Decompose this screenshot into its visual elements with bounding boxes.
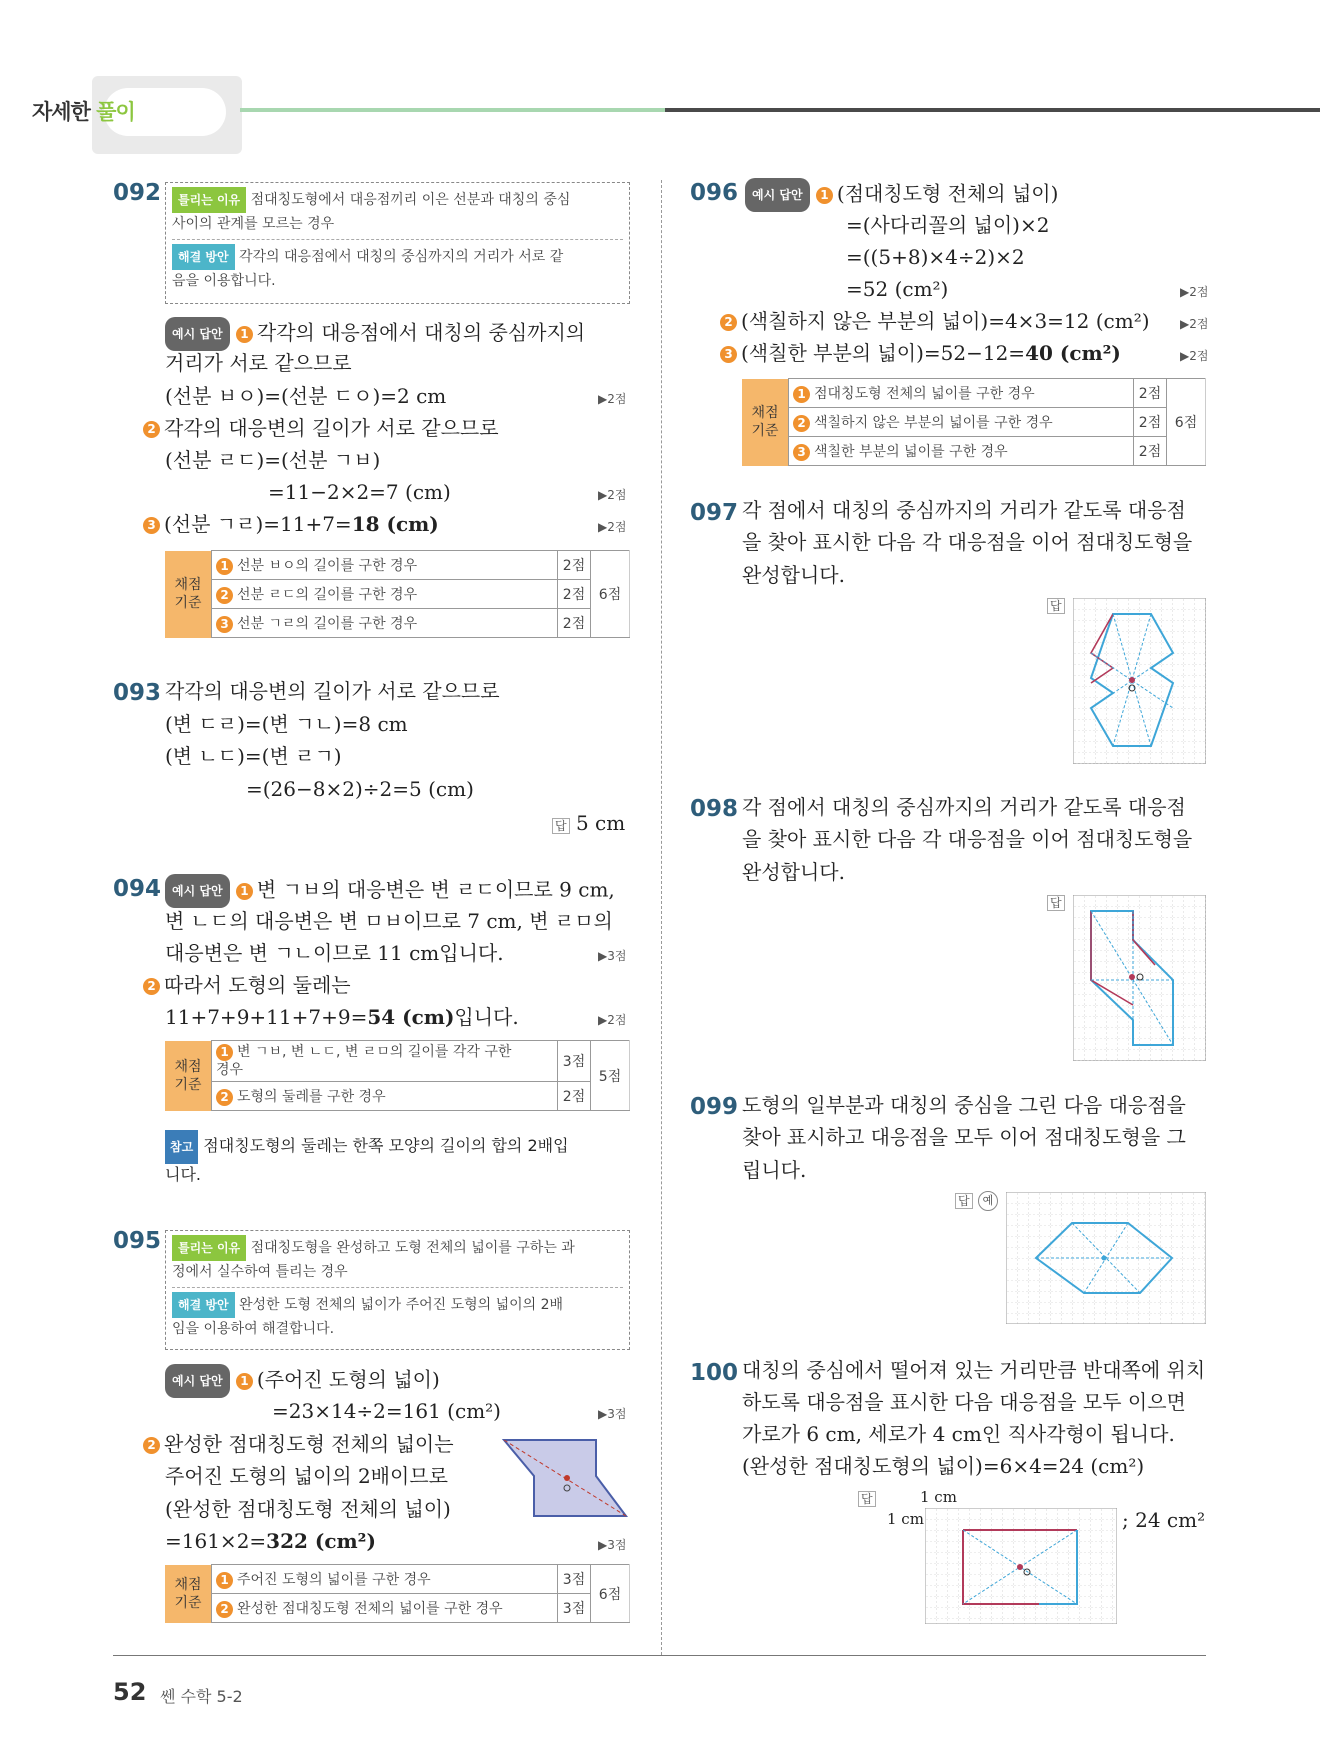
header-rule-green (240, 108, 665, 112)
grading-points: 2점 (558, 551, 591, 580)
solution-line: =52 (cm²) (846, 277, 949, 301)
solution-line: 하도록 대응점을 표시한 다음 대응점을 모두 이으면 (742, 1390, 1186, 1414)
unit-label-left: 1 cm (887, 1510, 924, 1528)
points-label: ▶2점 (598, 520, 627, 534)
grading-label: 채점 기준 (165, 551, 212, 638)
grading-table: 채점 기준 1 선분 ㅂㅇ의 길이를 구한 경우 2점 6점 2 선분 ㄹㄷ의 길이를 구한 경우 2점 3 선분 ㄱㄹ의 길이를 구한 경우 2점 (165, 550, 630, 638)
question-number: 098 (690, 796, 739, 822)
grading-total: 6점 (591, 551, 630, 638)
answer-line: ; 24 cm² (1122, 1508, 1206, 1532)
question-number: 092 (113, 180, 162, 206)
header-title: 자세한 풀이 (32, 100, 135, 124)
question-number: 097 (690, 500, 739, 526)
wrong-reason-tag: 틀리는 이유 (172, 187, 246, 213)
hint-box (165, 182, 630, 304)
solution-line: 변 ㄴㄷ의 대응변은 변 ㅁㅂ이므로 7 cm, 변 ㄹㅁ의 (165, 909, 613, 933)
solution-line: 예시 답안 1 각각의 대응점에서 대칭의 중심까지의 (165, 317, 585, 351)
column-divider (661, 180, 662, 1655)
solution-line: 주어진 도형의 넓이의 2배이므로 (165, 1464, 448, 1488)
question-number: 095 (113, 1228, 162, 1254)
solution-line: 을 찾아 표시한 다음 각 대응점을 이어 점대칭도형을 (742, 530, 1193, 554)
points-label: ▶3점 (598, 1407, 627, 1421)
solution-line: (완성한 점대칭도형의 넓이)=6×4=24 (cm²) (742, 1454, 1145, 1478)
solution-line: 대칭의 중심에서 떨어져 있는 거리만큼 반대쪽에 위치 (742, 1358, 1206, 1382)
solution-line: 3 (색칠한 부분의 넓이)=52−12=40 (cm²) (720, 338, 1121, 368)
solution-line: 가로가 6 cm, 세로가 4 cm인 직사각형이 됩니다. (742, 1422, 1175, 1446)
solution-line: 각 점에서 대칭의 중심까지의 거리가 같도록 대응점 (742, 498, 1186, 522)
points-label: ▶2점 (598, 488, 627, 502)
answer-mark: 답 (1047, 598, 1065, 614)
solution-line: 을 찾아 표시한 다음 각 대응점을 이어 점대칭도형을 (742, 827, 1193, 851)
solution-line: 도형의 일부분과 대칭의 중심을 그린 다음 대응점을 (742, 1093, 1186, 1117)
hint-text: 점대칭도형에서 대응점끼리 이은 선분과 대칭의 중심 (250, 192, 571, 208)
solution-line: =23×14÷2=161 (cm²) (272, 1399, 501, 1423)
solution-tag: 해결 방안 (172, 244, 235, 270)
solution-line: 립니다. (742, 1158, 807, 1182)
points-label: ▶2점 (1180, 317, 1209, 331)
point-symmetry-grid-097 (1073, 598, 1206, 764)
point-symmetry-grid-098 (1073, 895, 1206, 1061)
unit-label-top: 1 cm (920, 1488, 957, 1506)
solution-line: =11−2×2=7 (cm) (268, 480, 451, 504)
header-rule-dark (665, 108, 1320, 112)
answer-mark: 답 (1047, 895, 1065, 911)
solution-line: 대응변은 변 ㄱㄴ이므로 11 cm입니다. (165, 941, 504, 965)
hint-text: 사이의 관계를 모르는 경우 (172, 216, 335, 232)
solution-line: (선분 ㄹㄷ)=(선분 ㄱㅂ) (165, 448, 381, 472)
example-answer-tag: 예시 답안 (165, 317, 230, 351)
footer-rule (113, 1655, 1206, 1656)
solution-line: 예시 답안 1 (점대칭도형 전체의 넓이) (745, 178, 1058, 212)
points-label: ▶2점 (1180, 285, 1209, 299)
reference-note: 참고 점대칭도형의 둘레는 한쪽 모양의 길이의 합의 2배입 (165, 1130, 569, 1164)
grading-table: 채점 기준 1 점대칭도형 전체의 넓이를 구한 경우 2점 6점 2 색칠하지 않은 부분의 넓이를 구한 경우 2점 3 색칠한 부분의 넓이를 구한 경우 2점 (742, 378, 1206, 466)
solution-line: 3 (선분 ㄱㄹ)=11+7=18 (cm) (143, 509, 439, 539)
grading-table: 채점 기준 1 변 ㄱㅂ, 변 ㄴㄷ, 변 ㄹㅁ의 길이를 각각 구한 경우 3점 5점 2 도형의 둘레를 구한 경우 2점 (165, 1040, 630, 1111)
solution-line: 2 각각의 대응변의 길이가 서로 같으므로 (143, 413, 499, 443)
solution-line: 각 점에서 대칭의 중심까지의 거리가 같도록 대응점 (742, 795, 1186, 819)
solution-line: 각각의 대응변의 길이가 서로 같으므로 (165, 679, 500, 703)
question-number: 096 (690, 180, 739, 206)
solution-line: (완성한 점대칭도형 전체의 넓이) (165, 1497, 451, 1521)
solution-line: 예시 답안 1 (주어진 도형의 넓이) (165, 1364, 440, 1398)
solution-line: (변 ㄷㄹ)=(변 ㄱㄴ)=8 cm (165, 712, 408, 736)
solution-line: 완성합니다. (742, 563, 845, 587)
solution-line: 2 (색칠하지 않은 부분의 넓이)=4×3=12 (cm²) (720, 306, 1150, 336)
hint-text: 음을 이용합니다. (172, 273, 276, 289)
solution-line: (변 ㄴㄷ)=(변 ㄹㄱ) (165, 744, 342, 768)
points-label: ▶2점 (1180, 349, 1209, 363)
hint-box: 틀리는 이유 점대칭도형을 완성하고 도형 전체의 넓이를 구하는 과 정에서 실수하여 틀리는 경우 해결 방안 완성한 도형 전체의 넓이가 주어진 도형의 넓이의 2배 임을 이용하여 해결합니다. (165, 1230, 630, 1350)
solution-line: 거리가 서로 같으므로 (165, 351, 352, 375)
points-label: ▶2점 (598, 1013, 627, 1027)
question-number: 099 (690, 1094, 739, 1120)
grading-item: 선분 ㄹㄷ의 길이를 구한 경우 (237, 587, 418, 603)
grading-table: 채점 기준 1 주어진 도형의 넓이를 구한 경우 3점 6점 2 완성한 점대칭도형 전체의 넓이를 구한 경우 3점 (165, 1564, 630, 1623)
answer-mark: 답 (858, 1491, 876, 1507)
grading-points: 2점 (558, 609, 591, 638)
solution-line: 2 완성한 점대칭도형 전체의 넓이는 (143, 1429, 454, 1459)
answer-line: 답 5 cm (552, 808, 625, 838)
page-number: 52 (113, 1678, 147, 1706)
solution-line: 2 따라서 도형의 둘레는 (143, 970, 351, 1000)
solution-line: 예시 답안 1 변 ㄱㅂ의 대응변은 변 ㄹㄷ이므로 9 cm, (165, 874, 615, 908)
solution-line: 11+7+9+11+7+9=54 (cm)입니다. (165, 1005, 519, 1029)
question-number: 094 (113, 876, 162, 902)
book-title: 쎈 수학 5-2 (160, 1687, 243, 1706)
point-symmetry-grid-099 (1006, 1192, 1206, 1324)
solution-line: (선분 ㅂㅇ)=(선분 ㄷㅇ)=2 cm (165, 384, 447, 408)
question-number: 100 (690, 1360, 739, 1386)
points-label: ▶3점 (598, 1538, 627, 1552)
parallelogram-figure (500, 1436, 630, 1520)
question-number: 093 (113, 680, 162, 706)
solution-line: 찾아 표시하고 대응점을 모두 이어 점대칭도형을 그 (742, 1125, 1186, 1149)
example-mark: 예 (978, 1191, 998, 1211)
answer-mark: 답 (955, 1193, 973, 1209)
solution-line: =((5+8)×4÷2)×2 (846, 245, 1025, 269)
reference-note: 니다. (165, 1165, 201, 1184)
grading-item: 선분 ㅂㅇ의 길이를 구한 경우 (237, 558, 418, 574)
solution-line: =161×2=322 (cm²) (165, 1529, 376, 1553)
grading-item: 선분 ㄱㄹ의 길이를 구한 경우 (237, 616, 418, 632)
solution-line: =(26−8×2)÷2=5 (cm) (246, 777, 474, 801)
solution-line: =(사다리꼴의 넓이)×2 (846, 213, 1050, 237)
solution-line: 완성합니다. (742, 860, 845, 884)
hint-text: 각각의 대응점에서 대칭의 중심까지의 거리가 서로 같 (239, 249, 564, 265)
points-label: ▶3점 (598, 949, 627, 963)
grading-points: 2점 (558, 580, 591, 609)
points-label: ▶2점 (598, 392, 627, 406)
rectangle-grid-100 (925, 1508, 1117, 1624)
